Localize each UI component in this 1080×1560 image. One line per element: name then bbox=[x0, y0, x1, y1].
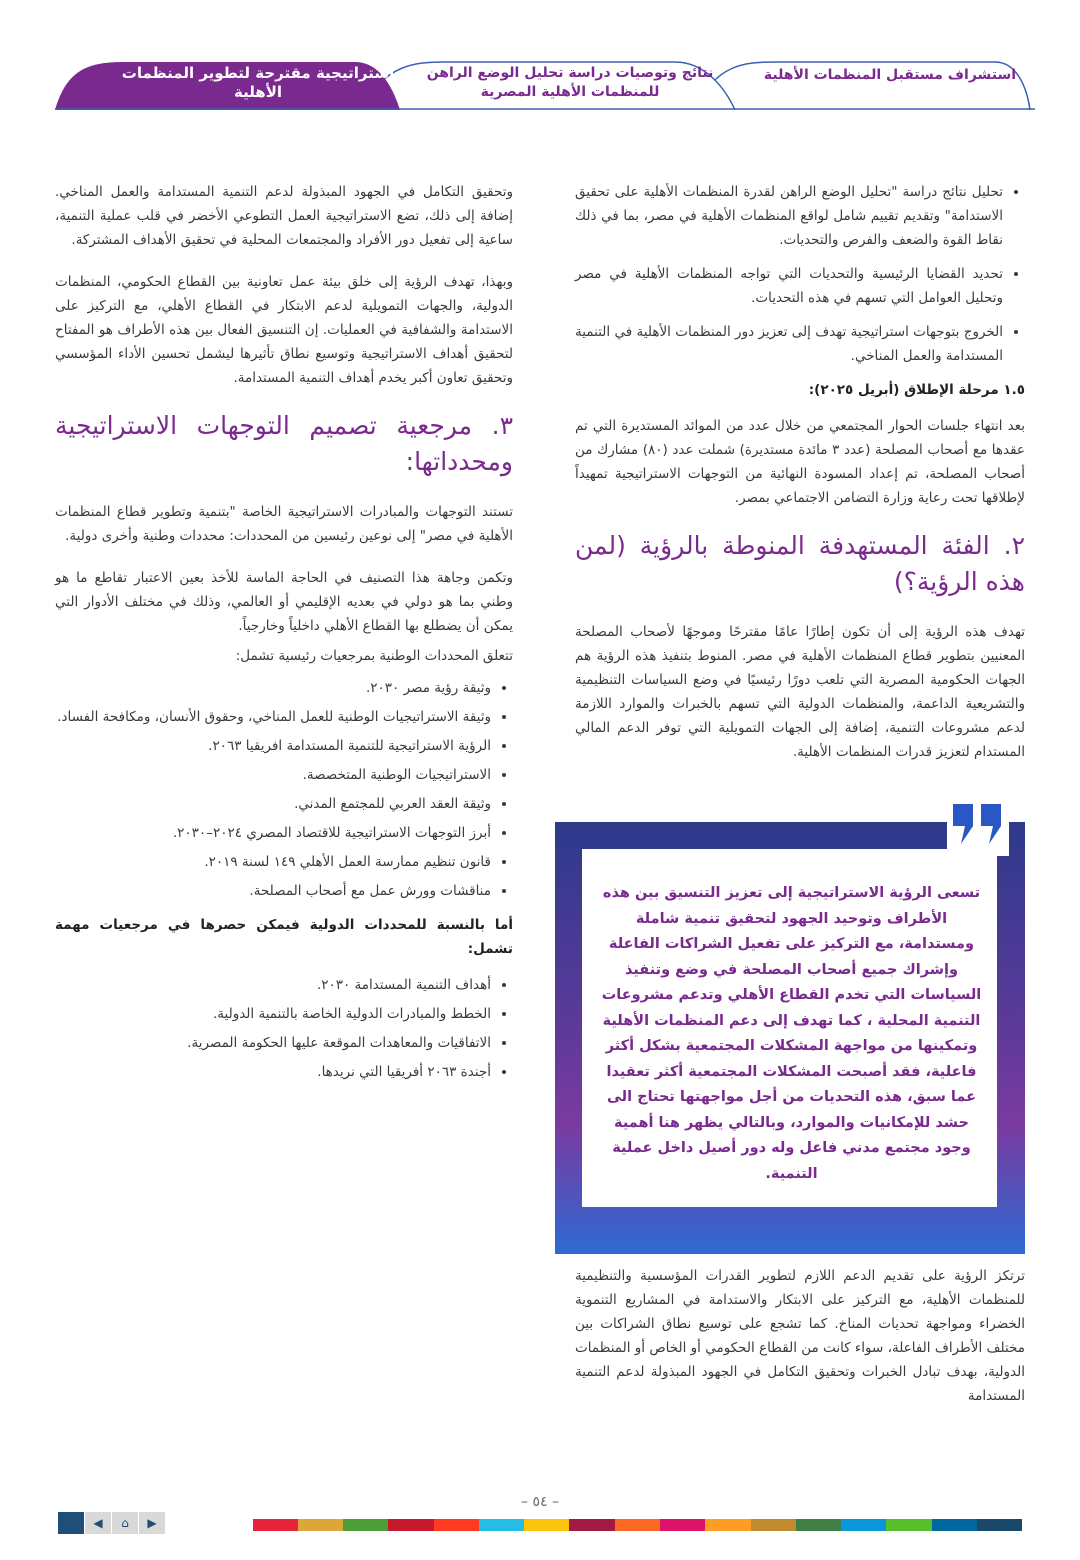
list-item: • وثيقة الاستراتيجيات الوطنية للعمل المناخي، وحقوق الأنسان، ومكافحة الفساد. bbox=[55, 705, 491, 729]
list-item: • الاتفاقيات والمعاهدات الموقعة عليها الحكومة المصرية. bbox=[55, 1031, 491, 1055]
paragraph: وبهذا، تهدف الرؤية إلى خلق بيئة عمل تعاونية بين القطاع الحكومي، المنظمات الدولية، والجهات التمويلية لدعم الابتكار في القطاع الأهلي، مع التركيز على الاستدامة والشفافية في العمليات. إن التنسيق الفعال بين هذه الأطراف هو المفتاح لتحقيق أهداف الاستراتيجية وتوسيع نطاق تأثيرها ليشمل تحسين الأداء المؤسسي وتحقيق تعاون أكبر يخدم أهداف التنمية المستدامة. bbox=[55, 274, 513, 386]
color-bar-segment bbox=[977, 1519, 1022, 1531]
reference-heading: ٣. مرجعية تصميم التوجهات الاستراتيجية ومحدداتها: bbox=[55, 411, 513, 476]
color-bar-segment bbox=[479, 1519, 524, 1531]
color-bar-segment bbox=[343, 1519, 388, 1531]
list-item: • الاستراتيجيات الوطنية المتخصصة. bbox=[55, 763, 491, 787]
list-item: • مناقشات وورش عمل مع أصحاب المصلحة. bbox=[55, 879, 491, 903]
color-bar-segment bbox=[298, 1519, 343, 1531]
international-intro: أما بالنسبة للمحددات الدولية فيمكن حصرها في مرجعيات مهمة تشمل: bbox=[55, 917, 513, 957]
list-item: • أبرز التوجهات الاستراتيجية للاقتصاد المصري ٢٠٢٤–٢٠٣٠. bbox=[55, 821, 491, 845]
target-heading: ٢. الفئة المستهدفة المنوطة بالرؤية (لمن هذه الرؤية؟) bbox=[575, 531, 1025, 596]
color-bar-segment bbox=[434, 1519, 479, 1531]
list-item: • تحليل نتائج دراسة "تحليل الوضع الراهن لقدرة المنظمات الأهلية على تحقيق الاستدامة" وتقديم تقييم شامل لواقع المنظمات الأهلية في مصر، بما في ذلك نقاط القوة والضعف والفرص والتحديات. bbox=[575, 180, 1003, 252]
launch-subheading: ١.٥ مرحلة الإطلاق (أبريل ٢٠٢٥): bbox=[808, 382, 1025, 398]
paragraph: وتحقيق التكامل في الجهود المبذولة لدعم التنمية المستدامة والعمل المناخي. إضافة إلى ذلك، تضع الاستراتيجية العمل التطوعي الأخضر في قلب عملية التنمية، ساعية إلى تفعيل دور الأفراد والمجتمعات المحلية في تحقيق الأهداف المشتركة. bbox=[55, 184, 513, 248]
page-number: – ٥٤ – bbox=[521, 1494, 559, 1510]
list-item: • تحديد القضايا الرئيسية والتحديات التي تواجه المنظمات الأهلية في مصر وتحليل العوامل التي تسهم في هذه التحديات. bbox=[575, 262, 1003, 310]
list-item: • الخطط والمبادرات الدولية الخاصة بالتنمية الدولية. bbox=[55, 1002, 491, 1026]
color-bar-segment bbox=[796, 1519, 841, 1531]
list-item: • قانون تنظيم ممارسة العمل الأهلي ١٤٩ لسنة ٢٠١٩. bbox=[55, 850, 491, 874]
tab-results[interactable]: نتائج وتوصيات دراسة تحليل الوضع الراهن للمنظمات الأهلية المصرية bbox=[426, 65, 714, 100]
list-item: • أجندة ٢٠٦٣ أفريقيا التي نريدها. bbox=[55, 1060, 491, 1084]
color-bar-segment bbox=[524, 1519, 569, 1531]
list-item: • الخروج بتوجهات استراتيجية تهدف إلى تعزيز دور المنظمات الأهلية في التنمية المستدامة والعمل المناخي. bbox=[575, 320, 1003, 368]
color-bar-segment bbox=[705, 1519, 750, 1531]
nav-spacer bbox=[58, 1512, 84, 1534]
tab-future[interactable]: استشراف مستقبل المنظمات الأهلية bbox=[763, 67, 1017, 83]
list-item: • أهداف التنمية المستدامة ٢٠٣٠. bbox=[55, 973, 491, 997]
header-tabs bbox=[55, 58, 1035, 110]
quote-box bbox=[555, 822, 1025, 1254]
color-bar-segment bbox=[388, 1519, 433, 1531]
color-bar-segment bbox=[660, 1519, 705, 1531]
national-intro: تتعلق المحددات الوطنية بمرجعيات رئيسية تشمل: bbox=[235, 648, 513, 664]
home-icon[interactable]: ⌂ bbox=[112, 1512, 138, 1534]
international-list bbox=[55, 973, 513, 1084]
list-item: • وثيقة رؤية مصر ٢٠٣٠. bbox=[55, 676, 491, 700]
color-bar-segment bbox=[751, 1519, 796, 1531]
right-column bbox=[575, 180, 1025, 782]
color-bar-segment bbox=[569, 1519, 614, 1531]
color-bar bbox=[58, 1518, 1022, 1532]
target-paragraph: تهدف هذه الرؤية إلى أن تكون إطارًا عامًا مقترحًا وموجهًا لأصحاب المصلحة المعنيين بتطوير قطاع المنظمات الأهلية في مصر. المنوط بتنفيذ هذه الرؤية هم الجهات الحكومية المصرية التي تلعب دورًا رئيسيًا في وضع السياسات التنظيمية والتشريعية الداعمة، والمنظمات الدولية التي تسهم بالخبرات والموارد اللازمة لدعم مشروعات التنمية، إضافة إلى الجهات التمويلية التي توفر الدعم المالي المستدام لتعزيز قدرات المنظمات الأهلية. bbox=[575, 624, 1025, 760]
color-bar-segment bbox=[841, 1519, 886, 1531]
page-navigation bbox=[58, 1512, 166, 1534]
goals-list bbox=[575, 180, 1025, 368]
color-bar-segment bbox=[253, 1519, 298, 1531]
paragraph: وتكمن وجاهة هذا التصنيف في الحاجة الماسة للأخذ بعين الاعتبار تقاطع ما هو وطني بما هو دولي في بعديه الإقليمي أو العالمي، وذلك في مختلف الأدوار التي يمكن أن يضطلع بها القطاع الأهلي داخلياً وخارجياً. bbox=[55, 570, 513, 634]
tab-strategy[interactable]: استراتيجية مقترحة لتطوير المنظمات الأهلية bbox=[121, 64, 395, 101]
arrow-left-icon[interactable]: ◀ bbox=[85, 1512, 111, 1534]
launch-paragraph: بعد انتهاء جلسات الحوار المجتمعي من خلال عدد من الموائد المستديرة التي تم عقدها مع أصحاب المصلحة (عدد ٣ مائدة مستديرة) شملت عدد (٨٠) مشارك من أصحاب المصلحة، تم إعداد المسودة النهائية من التوجهات الاستراتيجية تمهيداً لإطلاقها تحت رعاية وزارة التضامن الاجتماعي بمصر. bbox=[575, 418, 1025, 506]
list-item: • وثيقة العقد العربي للمجتمع المدني. bbox=[55, 792, 491, 816]
national-list bbox=[55, 676, 513, 903]
paragraph: تستند التوجهات والمبادرات الاستراتيجية الخاصة "بتنمية وتطوير قطاع المنظمات الأهلية في مصر" إلى نوعين رئيسين من المحددات: محددات وطنية وأخرى دولية. bbox=[55, 504, 513, 544]
left-column bbox=[55, 180, 513, 1094]
list-item: • الرؤية الاستراتيجية للتنمية المستدامة افريقيا ٢٠٦٣. bbox=[55, 734, 491, 758]
after-quote-paragraph: ترتكز الرؤية على تقديم الدعم اللازم لتطوير القدرات المؤسسية والتنظيمية للمنظمات الأهلية، مع التركيز على الابتكار والاستدامة في المشاريع التنموية الخضراء ومواجهة تحديات المناخ. كما تشجع على توسيع نطاق الشراكات بين مختلف الأطراف الفاعلة، سواء كانت من القطاع الحكومي أو الخاص أو المنظمات الدولية، بهدف تبادل الخبرات وتحقيق التكامل في الجهود المبذولة لدعم التنمية المستدامة bbox=[575, 1268, 1025, 1404]
quote-text: تسعى الرؤية الاستراتيجية إلى تعزيز التنسيق بين هذه الأطراف وتوحيد الجهود لتحقيق تنمية شاملة ومستدامة، مع التركيز على تفعيل الشراكات الفاعلة وإشراك جميع أصحاب المصلحة في وضع وتنفيذ السياسات التي تخدم القطاع الأهلي وتدعم مشروعات التنمية المحلية ، كما تهدف إلى دعم المنظمات الأهلية وتمكينها من مواجهة المشكلات المجتمعية بشكل أكثر فاعلية، فقد أصبحت المشكلات المجتمعية أكثر تعقيدا عما سبق، هذه التحديات من أجل مواجهتها تحتاج الى حشد للإمكانيات والموارد، وبالتالي يظهر هنا أهمية وجود مجتمع مدني فاعل وله دور أصيل داخل عملية التنمية. bbox=[601, 885, 982, 1182]
color-bar-segment bbox=[932, 1519, 977, 1531]
quote-inner bbox=[582, 849, 997, 1207]
color-bar-segment bbox=[886, 1519, 931, 1531]
arrow-right-icon[interactable]: ▶ bbox=[139, 1512, 165, 1534]
color-bar-segment bbox=[615, 1519, 660, 1531]
